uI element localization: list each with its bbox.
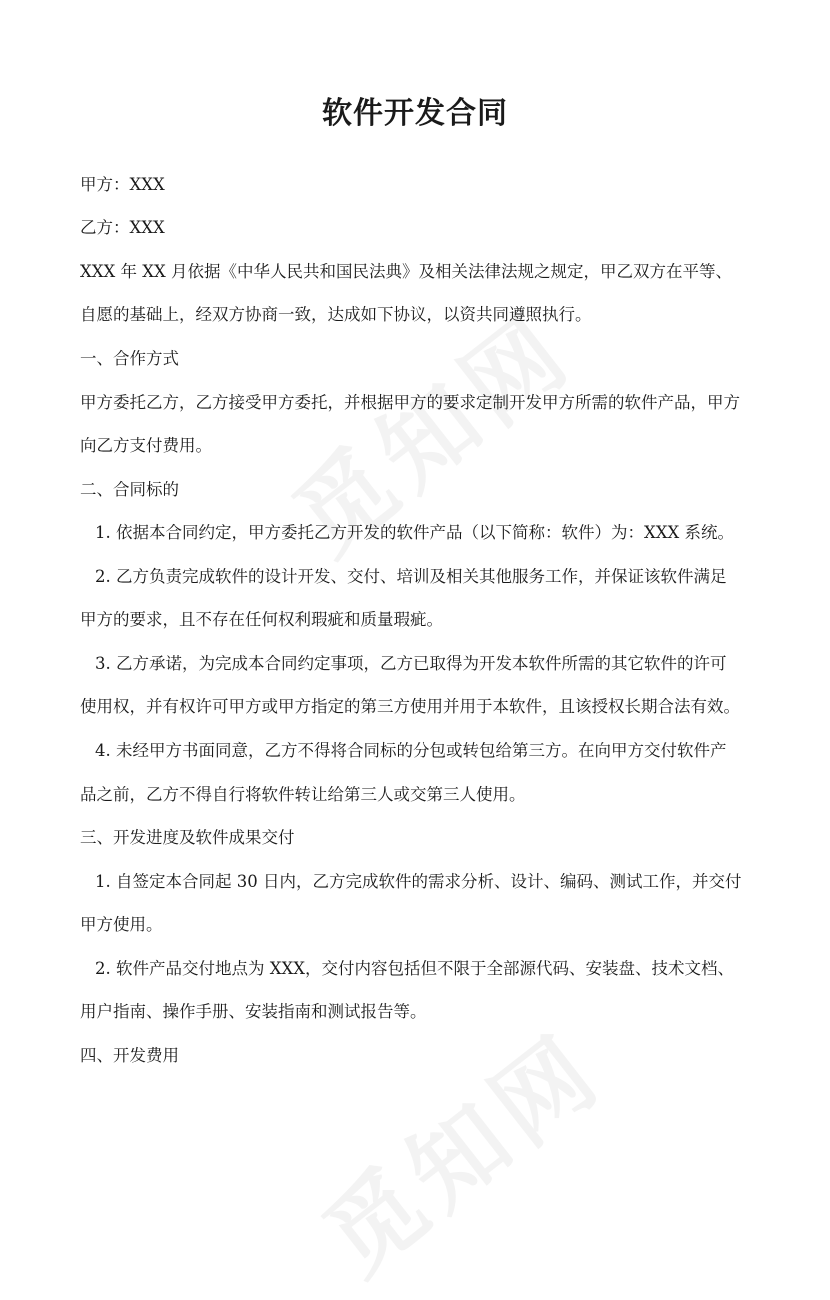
preamble-line: 自愿的基础上，经双方协商一致，达成如下协议，以资共同遵照执行。 [80, 305, 592, 324]
watermark [292, 997, 627, 1300]
paragraph-line: 甲方委托乙方，乙方接受甲方委托，并根据甲方的要求定制开发甲方所需的软件产品，甲方 [80, 393, 740, 412]
section-heading: 三、开发进度及软件成果交付 [80, 828, 295, 847]
list-item: 1. 自签定本合同起 30 日内，乙方完成软件的需求分析、设计、编码、测试工作，并交付 [95, 872, 742, 891]
document-title: 软件开发合同 [322, 96, 508, 131]
party-a: 甲方：XXX [80, 175, 165, 194]
list-item-continuation: 甲方使用。 [80, 915, 163, 934]
list-item-continuation: 用户指南、操作手册、安装指南和测试报告等。 [80, 1002, 427, 1021]
preamble-line: XXX 年 XX 月依据《中华人民共和国民法典》及相关法律法规之规定，甲乙双方在平等、 [80, 262, 732, 281]
section-heading: 二、合同标的 [80, 480, 179, 499]
party-b: 乙方：XXX [80, 218, 165, 237]
list-item: 1. 依据本合同约定，甲方委托乙方开发的软件产品（以下简称：软件）为：XXX 系统。 [95, 523, 734, 542]
paragraph-line: 向乙方支付费用。 [80, 436, 212, 455]
list-item-continuation: 甲方的要求，且不存在任何权利瑕疵和质量瑕疵。 [80, 610, 443, 629]
list-item: 4. 未经甲方书面同意，乙方不得将合同标的分包或转包给第三方。在向甲方交付软件产 [95, 741, 727, 760]
list-item: 2. 乙方负责完成软件的设计开发、交付、培训及相关其他服务工作，并保证该软件满足 [95, 567, 727, 586]
list-item: 3. 乙方承诺，为完成本合同约定事项，乙方已取得为开发本软件所需的其它软件的许可 [95, 654, 727, 673]
list-item: 2. 软件产品交付地点为 XXX，交付内容包括但不限于全部源代码、安装盘、技术文档、 [95, 959, 734, 978]
section-heading: 四、开发费用 [80, 1046, 179, 1065]
section-heading: 一、合作方式 [80, 349, 179, 368]
list-item-continuation: 品之前，乙方不得自行将软件转让给第三人或交第三人使用。 [80, 785, 526, 804]
list-item-continuation: 使用权，并有权许可甲方或甲方指定的第三方使用并用于本软件，且该授权长期合法有效。 [80, 697, 740, 716]
